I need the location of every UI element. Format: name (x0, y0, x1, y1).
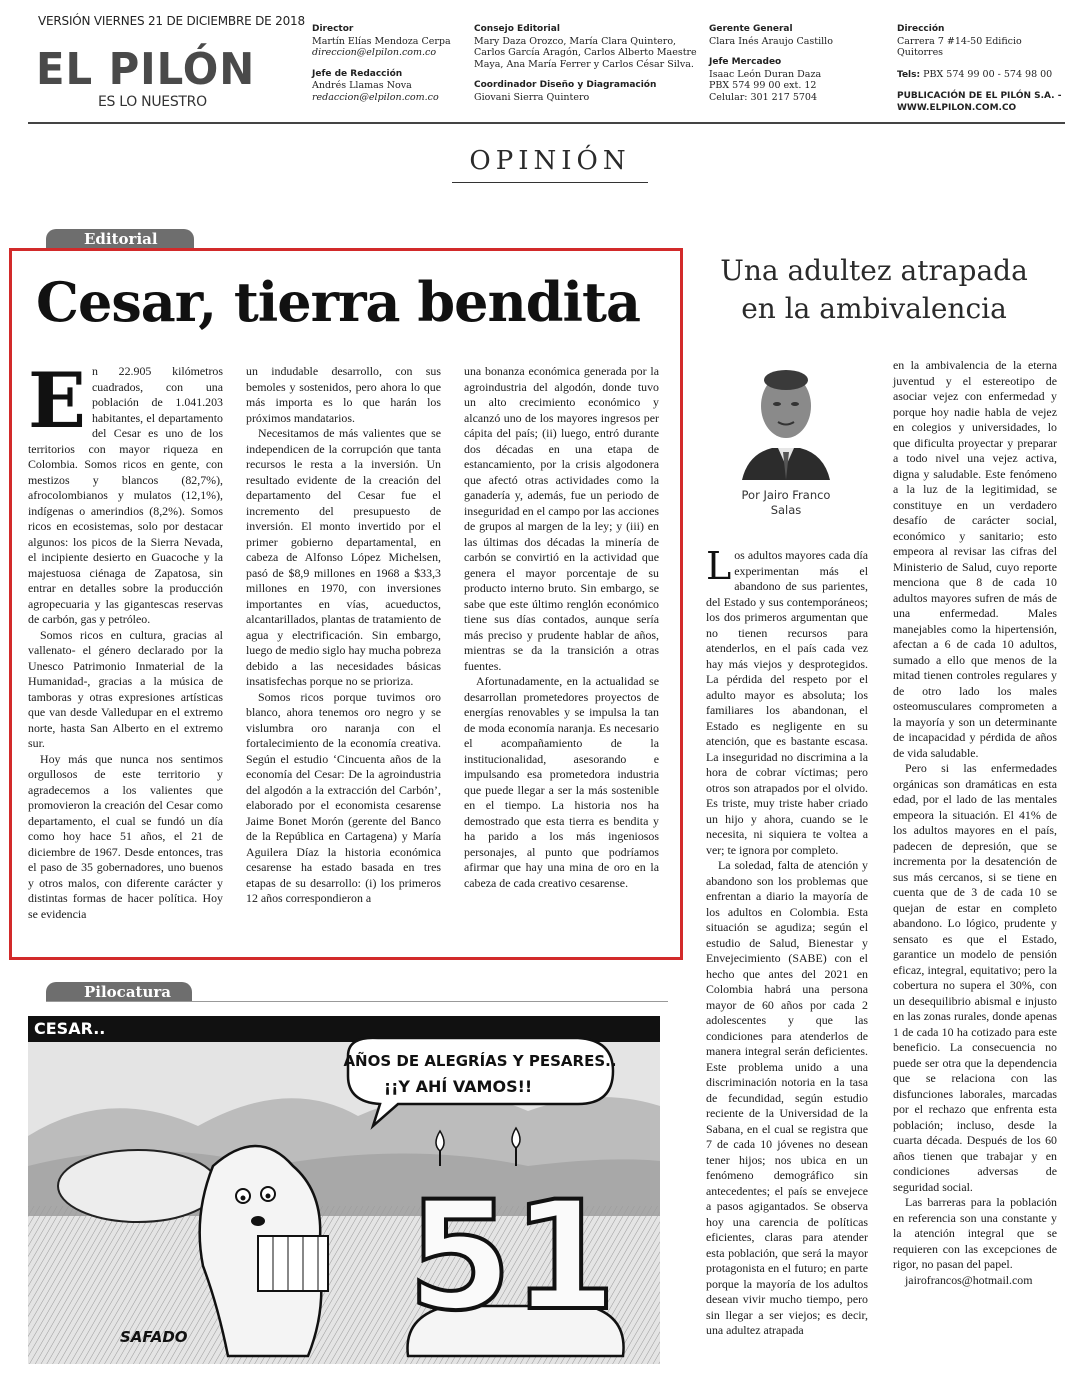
editorial-column-2 (246, 364, 441, 907)
cartoon-signature: SAFADO (120, 1328, 188, 1346)
column-paragraph: Pero si las enfermedades orgánicas son dramáticas en esta edad, por el lado de las mentales empeora la situación. El 41% de los adultos mayores en el país, padecen de depresión, que se incrementa por la desatención de sus más cercanos, si se tiene en cuenta que de 3 de cada 10 se quejan de estar en completo abandono. Lo lógico, prudente y sensato es que el Estado, garantice un modelo de pensión eficaz, integral, equitativo; pero la cobertura no supera el 30%, con un desequilibrio abismal e injusto en las zonas rurales, donde apenas 1 de cada 10 ha cotizado para este beneficio. La consecuencia no puede ser otra que la dependencia que se relaciona con las disfunciones laborales, marcadas por el rechazo que enfrenta esta población; incluso, desde la cuarta década. Después de los 60 años tienen que trabajar y en condiciones adversas de seguridad social. (893, 761, 1057, 1194)
editorial-paragraph: Somos ricos en cultura, gracias al vallenato- el género declarado por la Unesco Patrimonio Inmaterial de la Humanidad-, gracias a la música de tamboras y otras expresiones artísticas que van desde Valledupar en el extremo norte, hasta San Alberto en el extremo sur. (28, 627, 223, 750)
cartoon-label: CESAR.. (34, 1019, 106, 1038)
editorial-paragraph: un indudable desarrollo, con sus bemoles y sostenidos, pero ahora lo que más importa es lo que harán los próximos mandatarios. (246, 364, 441, 425)
pilocatura-tab-rule (46, 1001, 668, 1002)
editorial-headline: Cesar, tierra bendita (36, 270, 640, 334)
column-headline (686, 252, 1062, 328)
byline-line: Salas (770, 503, 802, 517)
column-headline-line: en la ambivalencia (741, 292, 1007, 325)
editorial-paragraph: Hoy más que nunca nos sentimos orgullosos de este territorio y agradecemos a los valientes que promovieron la creación del Cesar como departamento, el cual se fundó un día como hoy hace 51 años, el 21 de diciembre de 1967. Desde entonces, tras el paso de 35 gobernadores, uno buenos y otros malos, con diferente carácter y distintas formas de hacer política. Hoy se evidencia (28, 751, 223, 921)
staff-block-director (312, 24, 462, 103)
coordinador-name: Giovani Sierra Quintero (474, 91, 590, 103)
cartoon-illustration (28, 1016, 660, 1364)
editorial-dropcap: E (28, 356, 86, 445)
editorial-paragraph: una bonanza económica generada por la agroindustria del algodón, donde tuvo un alto crecimiento económico y alcanzó uno de los mayores ingresos per cápita del país; (ii) luego, entró durante dos décadas en una etapa de estancamiento, por la crisis algodonera que afectó otras actividades como la ganadería y, además, fue un periodo de inseguridad en el campo por las acciones de grupos al margen de la ley; y (iii) en las últimas dos décadas la minería de carbón se convirtió en la actividad que genera el mayor porcentaje de su producto interno bruto. Sin embargo, se sabe que este último renglón económico tiene sus días contados, aunque sería más preciso y prudente hablar de años, mientras se da la transición a otras fuentes. (464, 364, 659, 673)
section-title: OPINIÓN (469, 146, 631, 176)
edition-date: VERSIÓN VIERNES 21 DE DICIEMBRE DE 2018 (38, 14, 305, 28)
editorial-column-1 (28, 356, 223, 922)
author-photo (734, 356, 838, 480)
mercadeo-name: Isaac León Duran Daza (709, 68, 822, 80)
gerente-name: Clara Inés Araujo Castillo (709, 35, 833, 47)
website-link[interactable]: WWW.ELPILON.COM.CO (897, 102, 1017, 113)
editorial-paragraph: Somos ricos porque tuvimos oro blanco, ahora tenemos oro negro y se vislumbra oro naranja con el fortalecimiento de la economía creativa. Según el estudio ‘Cincuenta años de la economía del Cesar: De la agroindustria del algodón a la extracción del Carbón’, elaborado por el economista cesarense Jaime Bonet Morón (gerente del Banco de la República en Cartagena) y María Aguilera Díaz la historia económica cesarense ha estado basada en tres etapas de su desarrollo: (i) los primeros 12 años correspondieron a (246, 689, 441, 905)
tels-value: PBX 574 99 00 - 574 98 00 (923, 68, 1053, 80)
direccion-title: Dirección (897, 24, 945, 34)
cartoon-number: 51 (407, 1170, 617, 1344)
cartoon-speech-line: ¡¡Y AHÍ VAMOS!! (383, 1077, 533, 1096)
mercadeo-title: Jefe Mercadeo (709, 57, 782, 67)
staff-block-direccion (897, 24, 1067, 114)
column-paragraph: Las barreras para la población en referencia son una constante y la atención integral que se requieren con las excepciones de rigor, no pasan del papel. (893, 1195, 1057, 1271)
column-paragraph: La soledad, falta de atención y abandono son los problemas que enfrentan a diario la mayoría de los adultos en Colombia. Esta situación se agudiza; según el estudio de Salud, Bienestar y Envejecimiento (SABE) con el hecho que antes del 2021 en Colombia habrá una persona mayor de 60 años por cada 2 adolescentes y que las condiciones para atenderlos de manera integral serán deficientes. Este problema unido a una discriminación notoria en la tasa de fecundidad, según estudio reciente de la Universidad de la Sabana, en el cual se registra que 7 de cada 10 jóvenes no desean tener hijos; nos ubica en un fenómeno demográfico sin antecedentes; el país se envejece a pasos agigantados. Se observa hoy una carencia de políticas eficientes, claras para atender esta población, que será la mayor protagonista en el futuro; en parte porque la mayoría de los adultos desean vivir mucho tiempo, pero sin llegar a ser viejos; es decir, una adultez atrapada (706, 858, 868, 1337)
jefe-redaccion-email[interactable]: redaccion@elpilon.com.co (312, 91, 439, 103)
consejo-line: Carlos García Aragón, Carlos Alberto Maestre (474, 47, 697, 58)
jefe-redaccion-name: Andrés Llamas Nova (312, 80, 412, 91)
director-title: Director (312, 24, 354, 34)
editorial-tab: Editorial (46, 229, 194, 249)
column-headline-line: Una adultez atrapada (720, 254, 1028, 287)
consejo-title: Consejo Editorial (474, 24, 560, 34)
column-paragraph: Los adultos mayores cada día experimentan más el abandono de sus parientes, del Estado y sus contemporáneos; los dos primeros argumentan que no tienen recursos para atenderlos, en el país cada vez hay más viejos y desprotegidos. La pérdida del respeto por el adulto mayor es absoluta; los familiares los abandonan, el Estado es negligente en su atención, que es bastante escasa. La inseguridad no discrimina a la hora de cobrar víctimas; pero otros son atrapados por el olvido. Es triste, muy triste haber criado un hijo y ahora, cuando se le necesita, ni siquiera te voltea a ver; te ignora por completo. (706, 544, 868, 857)
column-paragraph: en la ambivalencia de la eterna juventud y el estereotipo de asociar vejez con enfermedad y porque hoy nadie habla de vejez en colegios y universidades, lo que dificulta proyectar y preparar a todo nivel una vejez activa, digna y saludable. Este fenómeno a la luz de la legitimidad, se constituye en un verdadero desafío de carácter social, económico y sanitario; esto empeora al revisar las cifras del Ministerio de Salud, cuyo reporte menciona que 8 de cada 10 adultos mayores sufren de más de una enfermedad. Males manejables como la hipertensión, afectan a 6 de cada 10 adultos, sumado a ello que menos de la mitad tienen controles regulares y de otro lado los males osteomusculares comprometen a la mayoría y son un determinante de incapacidad y pérdida de años de vida saludable. (893, 358, 1057, 760)
masthead-divider (28, 122, 1065, 124)
column-body-1 (706, 544, 868, 1339)
author-byline (726, 488, 846, 518)
editorial-column-3 (464, 364, 659, 891)
direccion-value: Carrera 7 #14-50 Edificio Quitorres (897, 35, 1022, 58)
consejo-line: Mary Daza Orozco, María Clara Quintero, (474, 35, 677, 47)
newspaper-slogan: ES LO NUESTRO (98, 94, 207, 110)
byline-line: Por Jairo Franco (741, 488, 831, 502)
author-email[interactable]: jairofrancos@hotmail.com (905, 1272, 1033, 1287)
coordinador-title: Coordinador Diseño y Diagramación (474, 80, 657, 90)
director-email[interactable]: direccion@elpilon.com.co (312, 47, 437, 58)
director-name: Martín Elías Mendoza Cerpa (312, 35, 451, 47)
mercadeo-cel: Celular: 301 217 5704 (709, 91, 817, 103)
column-body-2 (893, 358, 1057, 1288)
section-underline (452, 182, 648, 183)
staff-block-gerencia (709, 24, 879, 103)
cartoon-speech-line: AÑOS DE ALEGRÍAS Y PESARES.. (343, 1052, 617, 1070)
staff-block-consejo (474, 24, 699, 103)
newspaper-logo[interactable]: EL PILÓN (36, 44, 256, 95)
tels-label: Tels: (897, 69, 921, 80)
editorial-paragraph: En 22.905 kilómetros cuadrados, con una población de 1.041.203 habitantes, el departamento del Cesar es uno de los territorios con mayor riqueza en Colombia. Somos ricos en gente, con mestizos y blancos (82,7%), afrocolombianos y mulatos (12,1%), indígenas o amerindios (8,2%). Somos ricos en ecosistemas, solo por destacar algunos: los picos de la Sierra Nevada, el incipiente desierto en Guacoche y la majestuosa ciénaga de Zapatosa, sin entrar en detalles sobre la producción agropecuaria y las gigantescas reservas de carbón, gas y petróleo. (28, 356, 223, 626)
mercadeo-pbx: PBX 574 99 00 ext. 12 (709, 80, 817, 91)
editorial-paragraph: Necesitamos de más valientes que se independicen de la corrupción que tanta recursos le resta a la inversión. Un resultado evidente de la creación del departamento del Cesar fue el incremento del presupuesto de inversión. El monto invertido por el primer gobierno departamental, en cabeza de Alfonso López Michelsen, pasó de $8,9 millones en 1968 a $33,3 millones en 1970, con inversiones importantes en vías, acueductos, alcantarillados, plantas de tratamiento de agua y electrificación. Sin embargo, luego de medio siglo hay mucha pobreza debido a las necesidades básicas insatisfechas porque no se prioriza. (246, 426, 441, 688)
pilocatura-tab: Pilocatura (46, 982, 192, 1002)
gerente-title: Gerente General (709, 24, 793, 34)
editorial-paragraph: Afortunadamente, en la actualidad se desarrollan prometedores proyectos de energías renovables y se impulsa la tan de moda economía naranja. Es necesario el acompañamiento de la institucionalidad, asesorando e impulsando esa prometedora industria que puede llegar a ser la más sostenible en el tiempo. La historia nos ha demostrado que esta tierra es bendita y ha parido a los más ingeniosos personajes, al punto que podríamos afirmar que hay una mina de oro en la cabeza de cada creativo cesarense. (464, 674, 659, 890)
jefe-redaccion-title: Jefe de Redacción (312, 68, 403, 79)
column-dropcap: L (706, 544, 732, 588)
publicacion-line: PUBLICACIÓN DE EL PILÓN S.A. - (897, 91, 1062, 101)
cartoon-drawing (28, 1016, 660, 1364)
consejo-line: Maya, Ana María Ferrer y Carlos César Silva. (474, 58, 694, 70)
